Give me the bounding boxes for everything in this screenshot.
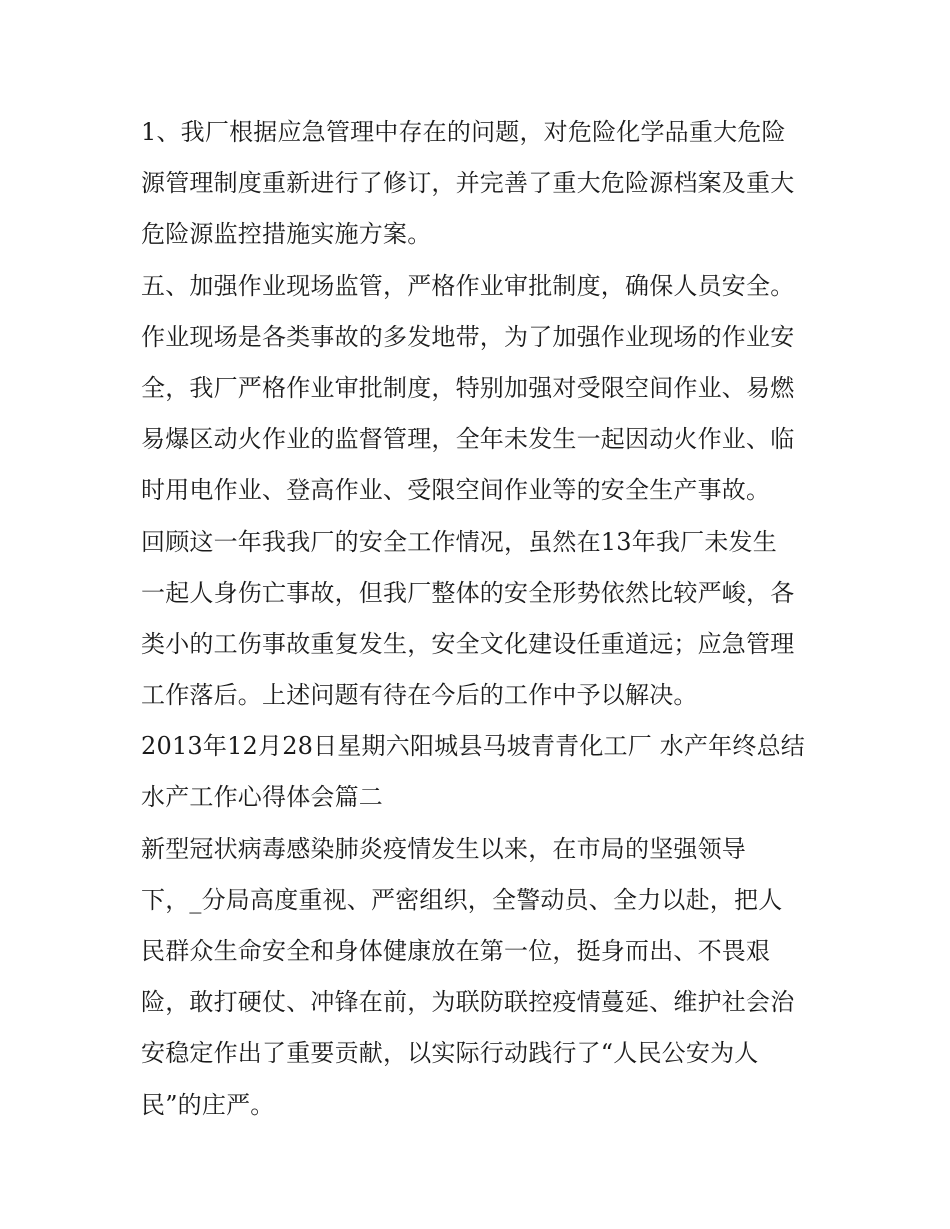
text-line: 新型冠状病毒感染肺炎疫情发生以来，在市局的坚强领导: [141, 834, 746, 863]
text-line: 下，_分局高度重视、严密组织，全警动员、全力以赴，把人: [141, 885, 783, 914]
document-body: [141, 107, 821, 1131]
text-line: 民群众生命安全和身体健康放在第一位，挺身而出、不畏艰: [141, 937, 771, 965]
text-line: 1、我厂根据应急管理中存在的问题，对危险化学品重大危险: [141, 118, 786, 146]
text-line: 安稳定作出了重要贡献，以实际行动践行了“人民公安为人: [141, 1039, 759, 1068]
text-line: 作业现场是各类事故的多发地带，为了加强作业现场的作业安: [141, 322, 795, 351]
text-line: 工作落后。上述问题有待在今后的工作中予以解决。: [141, 681, 698, 710]
text-line: 源管理制度重新进行了修订，并完善了重大危险源档案及重大: [141, 169, 795, 198]
text-line: 一起人身伤亡事故，但我厂整体的安全形势依然比较严峻，各: [141, 578, 795, 607]
text-line: 类小的工伤事故重复发生，安全文化建设任重道远；应急管理: [141, 629, 795, 658]
text-line: 全，我厂严格作业审批制度，特别加强对受限空间作业、易燃: [141, 373, 795, 402]
article-title: 水产工作心得体会篇二: [141, 783, 383, 812]
text-line: 易爆区动火作业的监督管理，全年未发生一起因动火作业、临: [141, 425, 795, 454]
text-line: 回顾这一年我我厂的安全工作情况，虽然在13年我厂未发生: [141, 527, 777, 556]
text-line: 民”的庄严。: [141, 1090, 275, 1119]
text-line: 时用电作业、登高作业、受限空间作业等的安全生产事故。: [141, 476, 771, 505]
date-line: 2013年12月28日星期六阳城县马坡青青化工厂 水产年终总结: [141, 732, 805, 761]
text-line: 险，敢打硬仗、冲锋在前，为联防联控疫情蔓延、维护社会治: [141, 988, 795, 1017]
section-heading: 五、加强作业现场监管，严格作业审批制度，确保人员安全。: [141, 271, 795, 300]
text-line: 危险源监控措施实施方案。: [141, 220, 432, 249]
